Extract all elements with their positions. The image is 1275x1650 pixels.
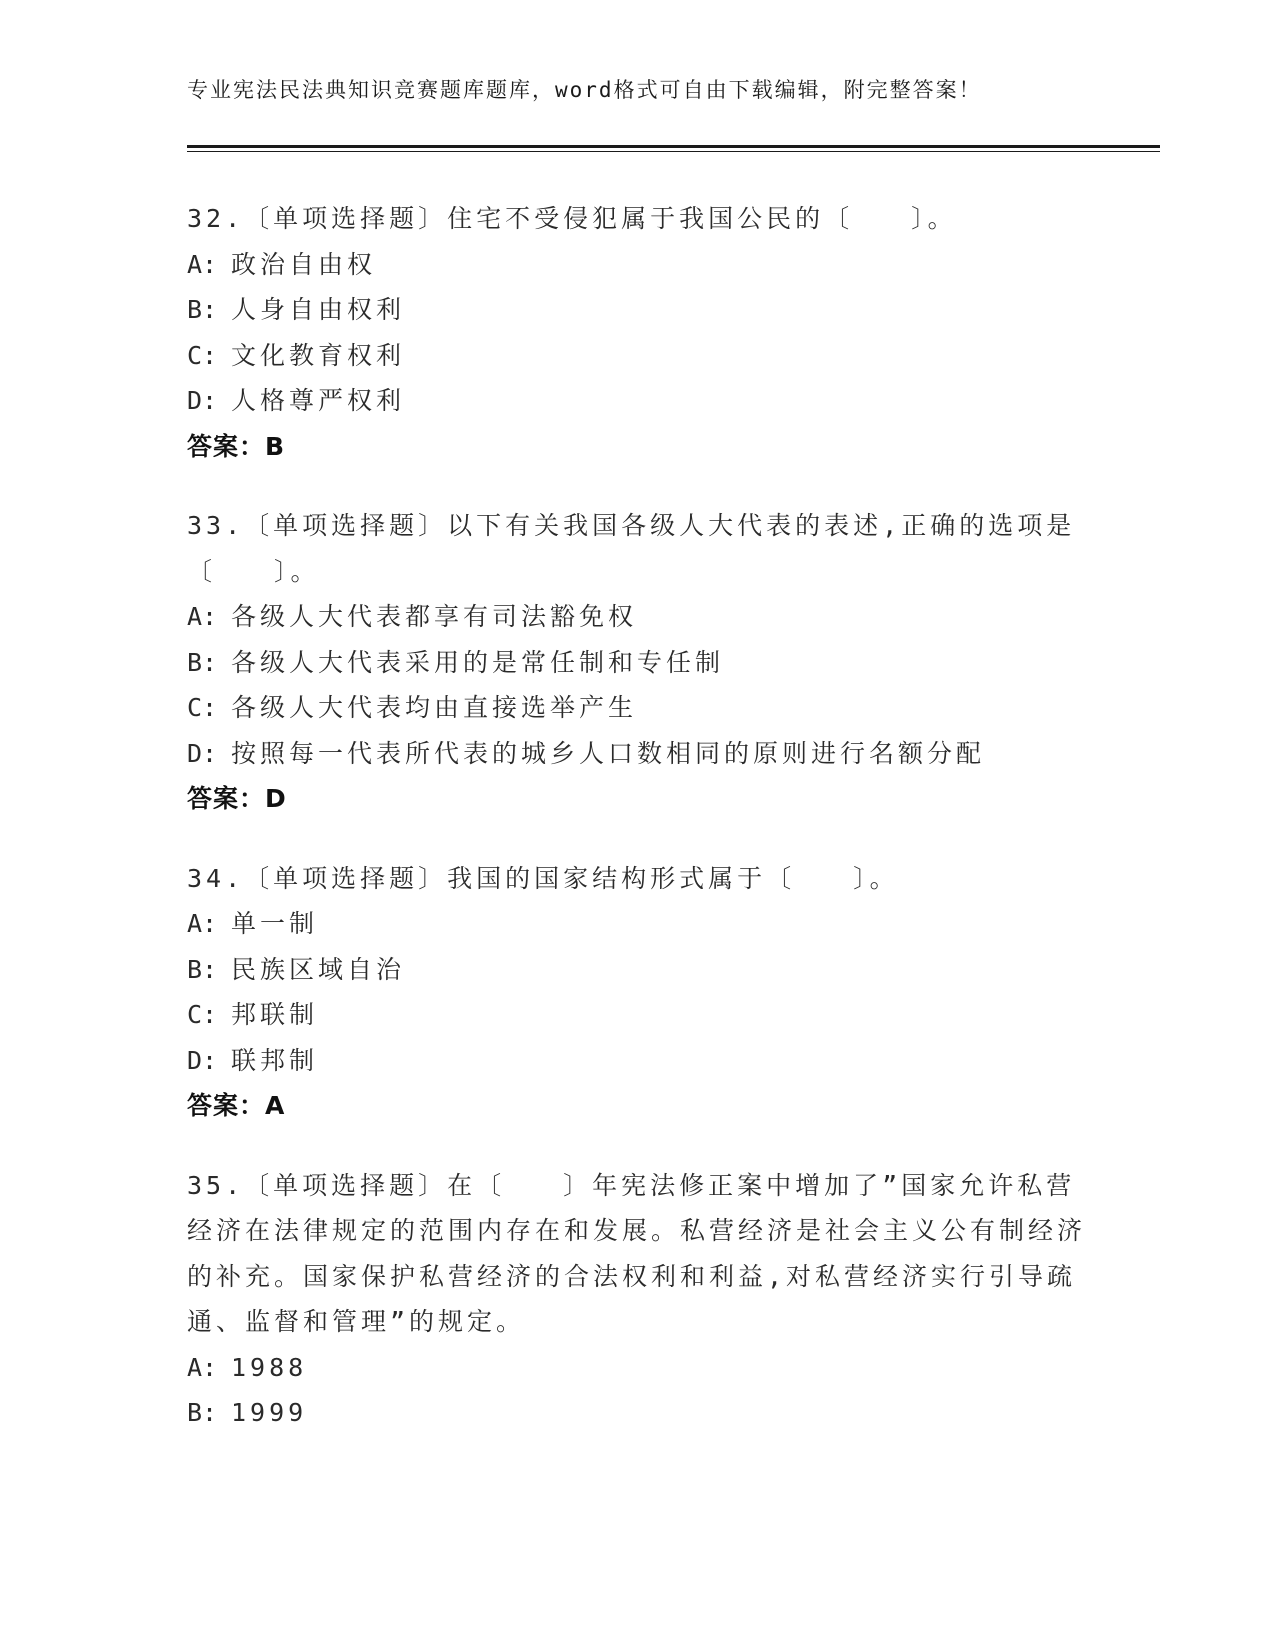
question-text: 我国的国家结构形式属于〔 〕。 (447, 863, 899, 893)
option-d (187, 731, 1087, 777)
option-a (187, 901, 1087, 947)
question-number: 32. (187, 204, 245, 233)
option-c (187, 333, 1087, 379)
question-stem (187, 503, 1087, 594)
option-letter: A: (187, 909, 218, 938)
option-text: 1999 (231, 1398, 308, 1427)
option-text: 1988 (231, 1352, 308, 1382)
answer-line: 答案：D (187, 784, 287, 813)
option-b (187, 640, 1087, 686)
question-stem (187, 856, 1087, 902)
option-letter: C: (187, 1000, 218, 1029)
header-rule-thick (187, 145, 1160, 148)
option-a (187, 1345, 1087, 1391)
option-text: 各级人大代表采用的是常任制和专任制 (231, 647, 725, 677)
option-letter: D: (187, 1045, 218, 1075)
option-text: 民族区域自治 (231, 954, 406, 984)
header-rule-thin (187, 151, 1160, 152)
option-letter: B: (187, 647, 218, 677)
question-type: 〔单项选择题〕 (244, 1170, 448, 1200)
question-number: 33. (187, 511, 245, 540)
question-type: 〔单项选择题〕 (244, 204, 448, 233)
option-d (187, 378, 1087, 424)
option-letter: A: (187, 1352, 218, 1382)
option-letter: A: (187, 249, 218, 279)
question-32 (187, 196, 1087, 469)
question-text: 以下有关我国各级人大代表的表述,正确的选项是〔 〕。 (187, 511, 1076, 586)
option-text: 政治自由权 (231, 249, 377, 279)
option-letter: B: (187, 954, 218, 984)
page-header: 专业宪法民法典知识竞赛题库题库，word格式可自由下载编辑，附完整答案！ (187, 78, 982, 102)
answer-line: 答案：B (187, 431, 286, 461)
option-letter: B: (187, 295, 218, 324)
option-c (187, 685, 1087, 731)
option-text: 人身自由权利 (231, 295, 406, 324)
option-d (187, 1038, 1087, 1084)
question-stem (187, 1163, 1087, 1345)
question-number: 34. (187, 863, 245, 893)
question-34 (187, 856, 1087, 1129)
question-list (187, 196, 1087, 1470)
question-type: 〔单项选择题〕 (244, 511, 448, 540)
option-text: 按照每一代表所代表的城乡人口数相同的原则进行名额分配 (231, 738, 986, 768)
option-letter: B: (187, 1398, 218, 1427)
option-letter: D: (187, 386, 218, 415)
option-a (187, 242, 1087, 288)
question-33 (187, 503, 1087, 822)
question-text: 住宅不受侵犯属于我国公民的〔 〕。 (447, 204, 957, 233)
question-stem (187, 196, 1087, 242)
option-b (187, 1390, 1087, 1436)
option-text: 单一制 (231, 909, 319, 938)
option-c (187, 992, 1087, 1038)
option-letter: A: (187, 602, 218, 631)
option-letter: C: (187, 693, 218, 722)
question-text: 在〔 〕年宪法修正案中增加了”国家允许私营经济在法律规定的范围内存在和发展。私营经济是社会主义公有制经济的补充。国家保护私营经济的合法权利和利益,对私营经济实行引导疏通、监督和管理”的规定。 (187, 1170, 1087, 1336)
option-b (187, 287, 1087, 333)
option-text: 文化教育权利 (231, 340, 406, 370)
question-35 (187, 1163, 1087, 1436)
option-letter: C: (187, 340, 218, 370)
option-a (187, 594, 1087, 640)
answer-line: 答案：A (187, 1091, 286, 1120)
option-text: 各级人大代表均由直接选举产生 (231, 693, 638, 722)
option-letter: D: (187, 738, 218, 768)
question-type: 〔单项选择题〕 (244, 863, 448, 893)
option-text: 联邦制 (231, 1045, 319, 1075)
option-text: 人格尊严权利 (231, 386, 406, 415)
option-text: 邦联制 (231, 1000, 319, 1029)
option-text: 各级人大代表都享有司法豁免权 (231, 602, 638, 631)
question-number: 35. (187, 1170, 245, 1200)
option-b (187, 947, 1087, 993)
